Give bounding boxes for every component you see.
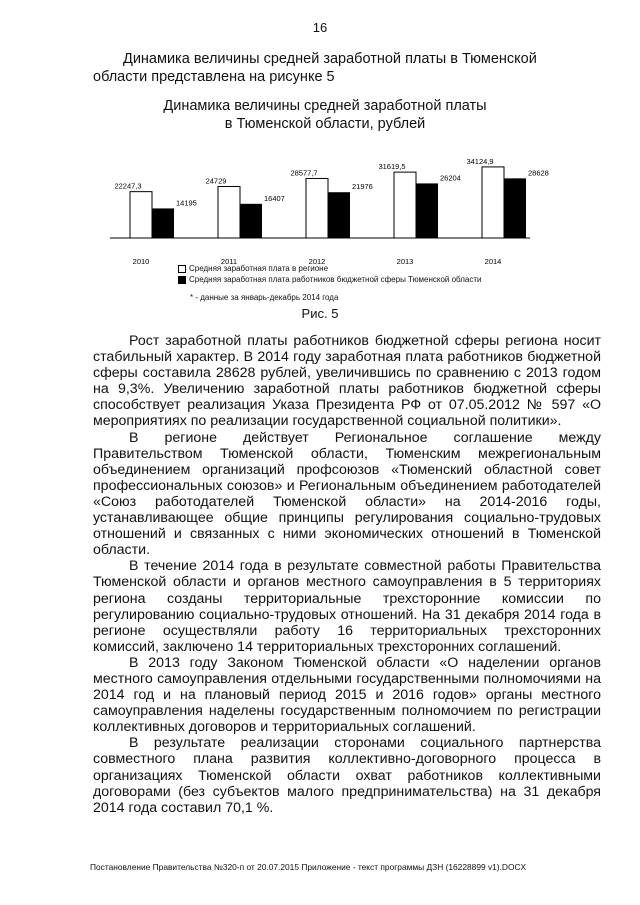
- paragraph: В 2013 году Законом Тюменской области «О наделении органов местного самоуправления отдельными государственными полномочиями на 2014 год и на плановый период 2015 и 2016 годов» органы местного самоуправления наделены государственным полномочием по регистрации коллективных договоров и территориальных соглашений.: [93, 654, 601, 736]
- data-label: 28577,7: [290, 168, 318, 178]
- data-label: 16407: [264, 193, 285, 203]
- bar-budget: [416, 183, 438, 238]
- x-tick-label: 2010: [132, 257, 150, 266]
- x-tick-label: 2012: [308, 257, 326, 266]
- paragraph: В течение 2014 года в результате совместной работы Правительства Тюменской области и органов местного самоуправления в 5 территориях региона созданы территориальные трехсторонние комиссии по регулированию социально-трудовых отношений. На 31 декабря 2014 года в регионе осуществляли работу 16 территориальных трехсторонних комиссий, заключено 14 территориальных трехсторонних соглашений.: [93, 558, 601, 655]
- data-label: 22247,3: [114, 181, 142, 191]
- bar-region: [130, 192, 152, 238]
- bar-budget: [328, 192, 350, 238]
- bar-budget: [152, 208, 174, 238]
- data-label: 26204: [440, 173, 461, 183]
- legend-item-region: [178, 263, 482, 274]
- bar-budget: [504, 178, 526, 238]
- paragraph: В регионе действует Региональное соглашение между Правительством Тюменской области, Тюменским межрегиональным объединением организаций профсоюзов «Тюменский областной совет профессиональных союзов» и Региональным объединением работодателей «Союз работодателей Тюменской области» на 2014-2016 годы, устанавливающее общие принципы регулирования социально-трудовых отношений и связанных с ними экономических отношений в Тюменской области.: [93, 429, 601, 559]
- chart-title: [150, 97, 500, 133]
- x-tick-label: 2014: [484, 257, 502, 266]
- legend-item-budget: [178, 274, 482, 285]
- data-label: 14195: [176, 198, 197, 208]
- data-label: 28628: [528, 168, 549, 178]
- bar-region: [482, 167, 504, 238]
- intro-text: Динамика величины средней заработной платы в Тюменской области представлена на рисунке 5: [93, 51, 537, 85]
- data-label: 21976: [352, 182, 373, 192]
- legend-label-budget: Средняя заработная плата работников бюджетной сферы Тюменской области: [189, 275, 482, 284]
- x-tick-label: 2011: [220, 257, 238, 266]
- legend-swatch-white: [178, 265, 186, 273]
- bar-budget: [240, 204, 262, 238]
- data-label: 31619,5: [378, 162, 406, 172]
- page-number: 16: [312, 20, 328, 35]
- legend-swatch-black: [178, 276, 186, 284]
- page-footer: Постановление Правительства №320-п от 20.07.2015 Приложение - текст программы ДЗН (16228899 v1).DOCX: [90, 862, 527, 872]
- salary-bar-chart: [110, 140, 549, 266]
- data-label: 34124,9: [466, 156, 494, 166]
- paragraph: Рост заработной платы работников бюджетной сферы региона носит стабильный характер. В 2014 году заработная плата работников бюджетной сферы составила 28628 рублей, увеличившись по сравнению с 2013 годом на 9,3%. Увеличению заработной платы работников бюджетной сферы способствует реализация Указа Президента РФ от 07.05.2012 № 597 «О мероприятиях по реализации государственной социальной политики».: [93, 333, 601, 430]
- bar-region: [394, 172, 416, 238]
- data-label: 24729: [205, 176, 227, 186]
- figure-caption: Рис. 5: [301, 306, 339, 321]
- chart-legend: [178, 263, 482, 285]
- bar-region: [306, 178, 328, 238]
- body-text: [93, 333, 601, 816]
- chart-title-line-1: Динамика величины средней заработной платы: [163, 98, 487, 114]
- chart-title-line-2: в Тюменской области, рублей: [224, 116, 426, 132]
- paragraph: В результате реализации сторонами социального партнерства совместного плана развития коллективно-договорного процесса в организациях Тюменской области охват работников коллективными договорами (без субъектов малого предпринимательства) на 31 декабря 2014 года составил 70,1 %.: [93, 735, 601, 816]
- legend-label-region: Средняя заработная плата в регионе: [189, 264, 329, 273]
- chart-footnote: * - данные за январь-декабрь 2014 года: [190, 293, 339, 302]
- bar-region: [218, 186, 240, 238]
- x-tick-label: 2013: [396, 257, 414, 266]
